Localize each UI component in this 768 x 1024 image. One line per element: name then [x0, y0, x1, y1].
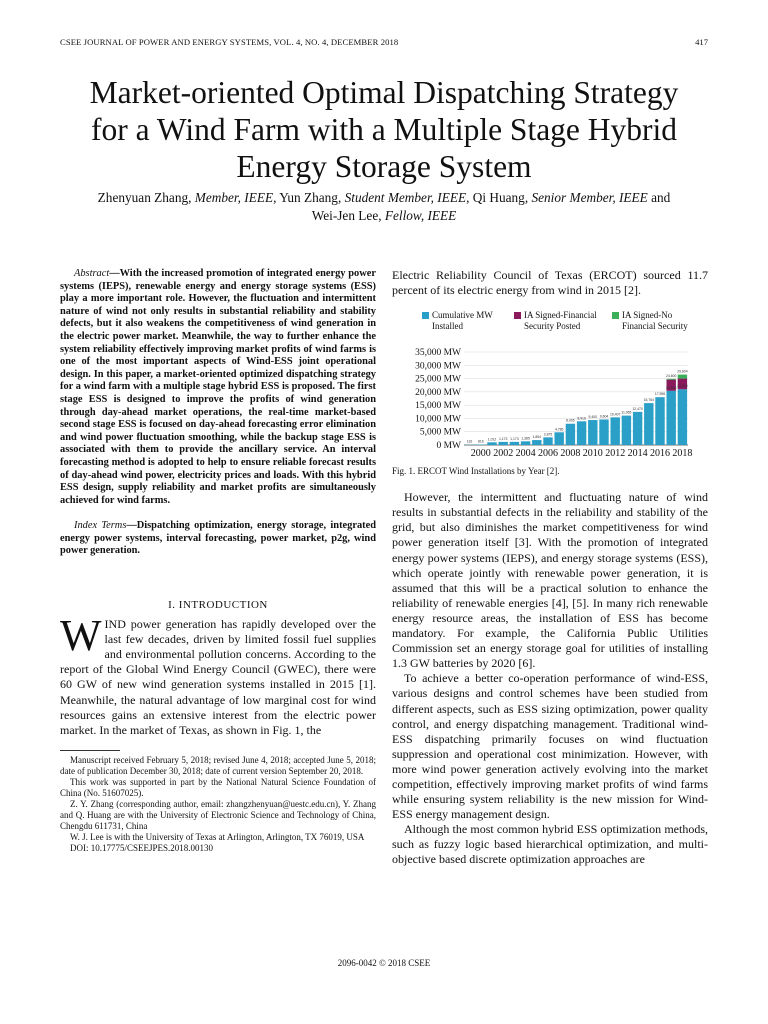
x-tick-label: 2010 [582, 448, 603, 460]
x-tick-label: 2008 [560, 448, 581, 460]
author-name: Wei-Jen Lee, [311, 208, 385, 223]
bar-segment [599, 420, 608, 446]
footnotes [60, 755, 376, 854]
right-column [392, 268, 708, 868]
bar-segment [510, 442, 519, 445]
bar-segment [487, 442, 496, 445]
y-tick-label: 5,000 MW [419, 427, 461, 438]
author-name: Zhenyuan Zhang, [97, 190, 195, 205]
lead-caps: IND [104, 617, 126, 632]
data-label: 816 [477, 439, 484, 444]
author-role: Student Member, IEEE [344, 190, 467, 205]
footnote: Z. Y. Zhang (corresponding author, email: zhangzhenyuan@uestc.edu.cn), Y. Zhang and Q. Huang are with the University of Electronic Science and Technology of China, Chengdu 611731, China [60, 798, 376, 831]
data-label: 17,996 [654, 392, 666, 397]
drop-cap: W [60, 611, 102, 661]
footnote: W. J. Lee is with the University of Texas at Arlington, Arlington, TX 76019, USA [70, 831, 365, 842]
data-label: 8,916 [577, 416, 586, 421]
index-terms-text: —Dispatching optimization, energy storage, integrated energy power systems, interval forecasting, power market, p2g, wind power generation. [60, 520, 376, 557]
data-label: 9,604 [599, 414, 609, 419]
section-numeral: I. [168, 599, 179, 612]
author-role: Senior Member, IEEE [531, 190, 648, 205]
data-label: 4,785 [554, 427, 564, 432]
bar-segment [588, 420, 597, 445]
data-label: 1,854 [532, 435, 542, 440]
author-name: , Qi Huang, [466, 190, 532, 205]
data-label: 1,173 [498, 437, 508, 442]
bar-segment [521, 442, 530, 446]
bar-segment [644, 403, 653, 445]
legend-label-line: Financial Security [622, 321, 688, 332]
figure-caption: Fig. 1. ERCOT Wind Installations by Year [2]. [392, 466, 560, 477]
footnote-doi: DOI: 10.17775/CSEEJPES.2018.00130 [70, 842, 214, 853]
bar-segment [666, 391, 675, 445]
paragraph: However, the intermittent and fluctuating nature of wind results in substantial defects in the reliability and stability of the grid, but also diminishes the market competitiveness for wind power generation itself [3]. With the promotion of integrated energy power systems (IEPS), and energy storage systems (ESS), which operate jointly with renewable power generation, it is assumed that this will be a practical solution to enhance the reliability of renewable energies [4], [5]. In many rich renewable energy resource areas, the installation of ESS has become mandatory. For example, the California Public Utilities Commission set an energy storage goal for utilities of installing 1.3 GW batteries by 2020 [6]. [392, 490, 708, 671]
author-role: Fellow, IEEE [384, 208, 457, 223]
data-label: 1,012 [487, 437, 497, 442]
bar-chart [392, 310, 708, 460]
title-line-2: for a Wind Farm with a Multiple Stage Hybrid [90, 112, 678, 147]
data-label: 20,400 [666, 385, 677, 390]
running-header: CSEE JOURNAL OF POWER AND ENERGY SYSTEMS, VOL. 4, NO. 4, DECEMBER 2018 [60, 37, 399, 47]
page-footer: 2096-0042 © 2018 CSEE [337, 958, 431, 968]
abstract-text: —With the increased promotion of integrated energy power systems (IEPS), renewable energy and energy storage systems (ESS) play a more important role. However, the fluctuation and intermittent nature of wind not only results in substantial reliability and stability defects, but it also weakens the competitiveness of wind generation in the electric power market. Meanwhile, the way to further enhance the system reliability effectively improving market profits of wind farms is one of the most important aspects of Wind-ESS joint operational design. In this paper, a market-oriented optimized dispatching strategy for a wind farm with a multiple stage hybrid ESS is proposed. The first stage ESS is designed to improve the profits of wind generation through day-ahead market operations, the real-time market-based second stage ESS is focused on day-ahead forecasting error elimination and wind power fluctuation smoothing, while the backup stage ESS is associated with them to provide the ancillary service. An interval forecasting method is adopted to help to ensure reliable forecast results of day-ahead wind power, electricity prices and loads. With this hybrid ESS design, supply reliability and market profits are simultaneously achieved for wind farms. [60, 268, 376, 506]
section-title-rest: NTRODUCTION [182, 599, 268, 612]
abstract [60, 268, 376, 507]
stack-total-label: 24,600 [666, 374, 677, 379]
authors-line-1 [60, 189, 708, 207]
data-label: 8,005 [566, 418, 575, 423]
x-tick-label: 2004 [515, 448, 536, 460]
page-number: 417 [695, 37, 708, 47]
abstract-lead: Abstract [74, 268, 110, 279]
y-tick-label: 30,000 MW [415, 361, 461, 372]
paragraph: Although the most common hybrid ESS optimization methods, such as fuzzy logic based hierarchical optimization, and multi-objective based discrete optimization approaches are [392, 822, 708, 867]
bar-segment [655, 397, 664, 445]
legend-label-line: Security Posted [524, 321, 581, 332]
data-label: 1,385 [521, 436, 530, 441]
bar-segment [498, 442, 507, 445]
data-label: 2,875 [543, 432, 553, 437]
y-tick-label: 15,000 MW [415, 401, 461, 412]
bar-segment [577, 421, 586, 445]
data-label: 12,470 [632, 407, 643, 412]
paper-title [60, 74, 708, 185]
x-tick-label: 2002 [493, 448, 514, 460]
title-line-3: Energy Storage System [236, 149, 532, 184]
x-tick-label: 2016 [650, 448, 670, 460]
data-label: 21,000 [677, 384, 688, 389]
author-name: , Yun Zhang, [273, 190, 345, 205]
index-terms [60, 520, 376, 558]
paragraph: To achieve a better co-operation performance of wind-ESS, various designs and control schemes have been studied from different aspects, such as ESS sizing optimization, power quality control, and energy dispatching management. Traditional wind-ESS dispatching primarily focuses on wind fluctuation suppression and operational cost minimization. However, with more wind power generation actively evolving into the market competition, effectively improving market profits of wind farms while ensuring system reliability is the new mission for Wind-ESS energy management design. [392, 671, 708, 822]
bar-segment [678, 389, 687, 445]
x-tick-label: 2006 [538, 448, 558, 460]
bar-segment [666, 379, 675, 380]
title-line-1: Market-oriented Optimal Dispatching Strategy [89, 75, 679, 110]
intro-paragraph [60, 611, 376, 738]
data-label: 1,173 [510, 437, 519, 442]
author-and: and [647, 190, 671, 205]
bar-segment [610, 418, 619, 446]
figure-1 [392, 310, 708, 460]
x-tick-label: 2014 [627, 448, 648, 460]
footnote: Manuscript received February 5, 2018; revised June 4, 2018; accepted June 5, 2018; date of publication December 30, 2018; date of current version September 20, 2018. [60, 754, 376, 776]
stack-total-label: 29,604 [677, 369, 688, 374]
y-tick-label: 25,000 MW [415, 374, 461, 385]
index-terms-lead: Index Terms [74, 520, 127, 532]
legend-label-line: IA Signed-No [622, 310, 673, 321]
bar-segment [554, 432, 563, 445]
footnote: This work was supported in part by the National Natural Science Foundation of China (No. 51607025). [60, 776, 376, 798]
author-role: Member, IEEE [194, 190, 274, 205]
bar-segment [532, 440, 541, 445]
authors-line-2 [60, 207, 708, 225]
section-first-letter: I [178, 599, 183, 612]
data-label: 15,764 [643, 398, 654, 403]
paragraph: Electric Reliability Council of Texas (ERCOT) sourced 11.7 percent of its electric energy from wind in 2015 [2]. [392, 268, 708, 298]
legend-label-line: IA Signed-Financial [524, 310, 597, 321]
y-tick-label: 35,000 MW [415, 348, 461, 359]
data-label: 11,065 [621, 410, 632, 415]
bar-segment [633, 412, 642, 445]
y-tick-label: 0 MW [436, 441, 461, 452]
y-tick-label: 10,000 MW [415, 414, 461, 425]
x-tick-label: 2012 [605, 448, 626, 460]
left-column [60, 268, 376, 854]
bar-segment [543, 438, 552, 446]
intro-text: power generation has rapidly developed over the last few decades, driven by limited fossil fuel supplies and environmental pollution concerns. According to the report of the Global Wind Energy Council (GWEC), there were 60 GW of new wind generation systems installed in 2015 [1]. Meanwhile, the natural advantage of low marginal cost for wind resources gains an extensive interest from the electric power market. In the market of Texas, as shown in Fig. 1, the [60, 617, 376, 737]
data-label: 9,400 [588, 415, 598, 420]
footnote-rule [60, 750, 120, 751]
data-label: 10,407 [610, 412, 621, 417]
y-tick-label: 20,000 MW [415, 388, 461, 399]
bar-segment [678, 375, 687, 379]
bar-segment [566, 424, 575, 445]
x-tick-label: 2000 [470, 448, 491, 460]
legend-label-line: Cumulative MW [432, 310, 493, 321]
legend-label-line: Installed [432, 321, 463, 332]
x-tick-label: 2018 [672, 448, 693, 460]
bar-segment [622, 416, 631, 445]
author-list [60, 189, 708, 225]
section-heading-introduction [60, 599, 376, 611]
data-label: 116 [466, 439, 473, 444]
